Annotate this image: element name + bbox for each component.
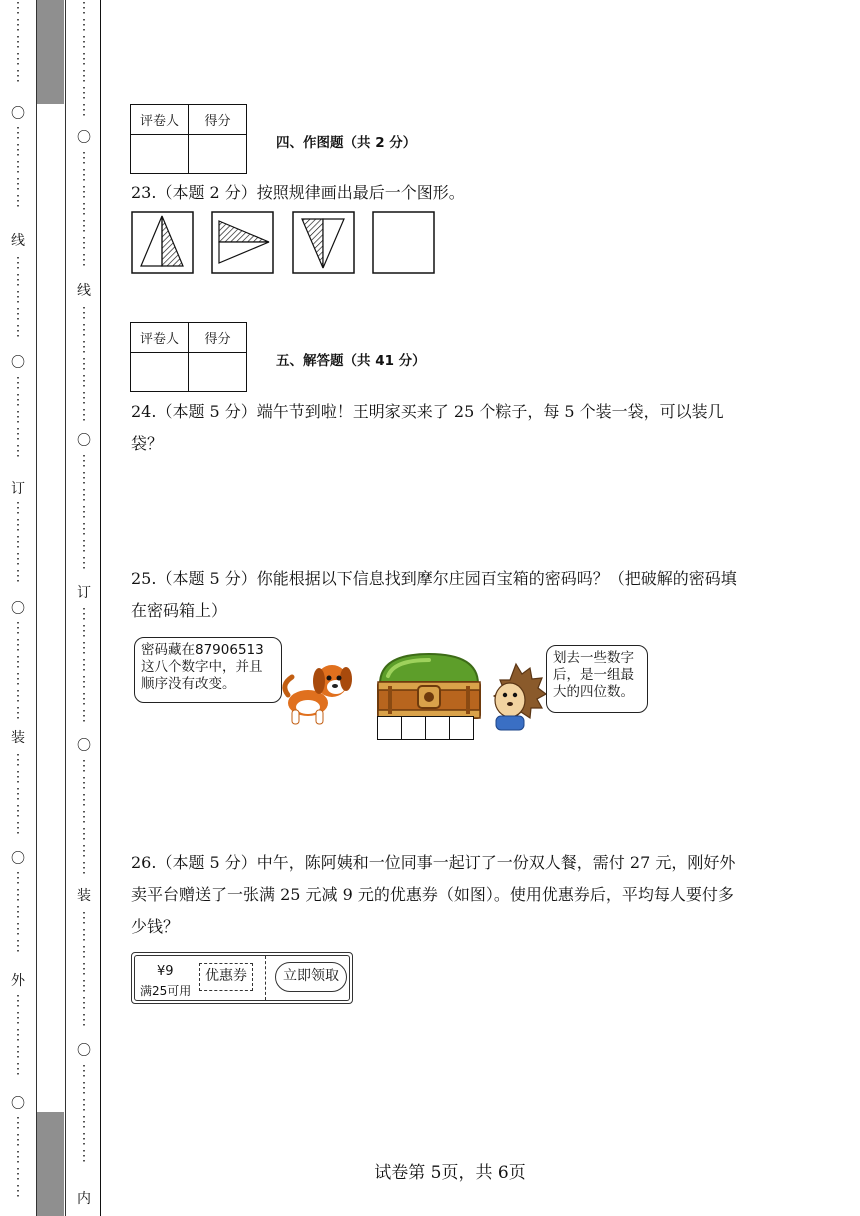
inner-circle-mark: 〇	[77, 130, 91, 146]
outer-circle-mark: 〇	[11, 355, 25, 371]
reviewer-cell[interactable]	[131, 353, 189, 392]
password-digit-box[interactable]	[402, 716, 426, 740]
puppy-illustration	[270, 655, 356, 727]
hedgehog-illustration	[486, 660, 548, 734]
score-cell[interactable]	[189, 353, 247, 392]
pattern-figure-2	[212, 212, 273, 273]
inner-bind-mark: 订	[77, 585, 91, 601]
password-digit-box[interactable]	[377, 716, 402, 740]
outer-dotted-line: ⋮ ⋮ ⋮ ⋮ ⋮	[11, 1115, 25, 1199]
page-footer: 试卷第 5页，共 6页	[374, 1163, 526, 1183]
gray-binding-strip	[36, 0, 66, 1216]
inner-dotted-line: ⋮ ⋮ ⋮ ⋮ ⋮ ⋮	[77, 1063, 91, 1164]
inner-dotted-line: ⋮ ⋮ ⋮ ⋮ ⋮ ⋮ ⋮	[77, 606, 91, 724]
outer-dotted-line: ⋮ ⋮ ⋮ ⋮ ⋮	[11, 255, 25, 339]
score-cell[interactable]	[189, 135, 247, 174]
coupon-amount: ¥9	[157, 964, 174, 979]
inner-circle-mark: 〇	[77, 738, 91, 754]
coupon-name: 优惠券	[199, 963, 253, 991]
inner-dotted-line: ⋮ ⋮ ⋮ ⋮ ⋮ ⋮ ⋮	[77, 305, 91, 423]
password-boxes	[377, 716, 474, 740]
password-digit-box[interactable]	[450, 716, 474, 740]
outer-dotted-line: ⋮ ⋮ ⋮ ⋮ ⋮	[11, 375, 25, 459]
outer-circle-mark: 〇	[11, 106, 25, 122]
inner-line-mark: 线	[77, 283, 91, 299]
reviewer-label: 评卷人	[131, 105, 189, 135]
coupon	[131, 952, 353, 1004]
pattern-figure-3	[293, 212, 354, 273]
score-table-section4	[130, 104, 247, 174]
inner-pack-mark: 装	[77, 888, 91, 904]
reviewer-label: 评卷人	[131, 323, 189, 353]
inner-dotted-line: ⋮ ⋮ ⋮ ⋮ ⋮ ⋮ ⋮	[77, 150, 91, 268]
outer-dotted-line: ⋮ ⋮ ⋮ ⋮ ⋮	[11, 500, 25, 584]
outer-dotted-line: ⋮ ⋮ ⋮ ⋮ ⋮	[11, 752, 25, 836]
speech-bubble-left: 密码藏在87906513这八个数字中，并且顺序没有改变。	[134, 637, 282, 703]
section5-title: 五、解答题（共 41 分）	[276, 353, 426, 369]
score-table-section5	[130, 322, 247, 392]
outer-circle-mark: 〇	[11, 851, 25, 867]
reviewer-cell[interactable]	[131, 135, 189, 174]
score-label: 得分	[189, 105, 247, 135]
outer-dotted-line: ⋮ ⋮ ⋮ ⋮ ⋮	[11, 0, 25, 84]
outer-dotted-line: ⋮ ⋮ ⋮ ⋮ ⋮	[11, 993, 25, 1077]
outer-dotted-line: ⋮ ⋮ ⋮ ⋮ ⋮	[11, 870, 25, 954]
section4-title: 四、作图题（共 2 分）	[276, 135, 417, 151]
inner-inside-mark: 内	[77, 1191, 91, 1207]
pattern-figures	[131, 211, 437, 275]
inner-dotted-line: ⋮ ⋮ ⋮ ⋮ ⋮ ⋮ ⋮	[77, 910, 91, 1028]
inner-circle-mark: 〇	[77, 433, 91, 449]
question-25: 25.（本题 5 分）你能根据以下信息找到摩尔庄园百宝箱的密码吗？（把破解的密码填在密码箱上）	[131, 569, 737, 620]
inner-dotted-line: ⋮ ⋮ ⋮ ⋮ ⋮ ⋮ ⋮	[77, 0, 91, 118]
outer-dotted-line: ⋮ ⋮ ⋮ ⋮ ⋮ ⋮	[11, 620, 25, 721]
outer-pack-mark: 装	[11, 730, 25, 746]
pattern-figure-1	[132, 212, 193, 273]
outer-circle-mark: 〇	[11, 601, 25, 617]
outer-circle-mark: 〇	[11, 1096, 25, 1112]
inner-circle-mark: 〇	[77, 1043, 91, 1059]
question-26: 26.（本题 5 分）中午，陈阿姨和一位同事一起订了一份双人餐，需付 27 元，刚好外卖平台赠送了一张满 25 元减 9 元的优惠券（如图）。使用优惠券后，平均每人要付多少钱？	[131, 853, 736, 936]
speech-bubble-right: 划去一些数字后，是一组最大的四位数。	[546, 645, 648, 713]
gray-block-top	[37, 0, 64, 104]
pattern-answer-box	[373, 212, 434, 273]
question-24: 24.（本题 5 分）端午节到啦！王明家买来了 25 个粽子，每 5 个装一袋，可以装几袋？	[131, 402, 724, 453]
coupon-condition: 满25可用	[140, 984, 192, 998]
score-label: 得分	[189, 323, 247, 353]
outer-out-mark: 外	[11, 973, 25, 989]
question-23: 23.（本题 2 分）按照规律画出最后一个图形。	[131, 183, 465, 202]
outer-dotted-line: ⋮ ⋮ ⋮ ⋮ ⋮	[11, 125, 25, 209]
outer-bind-mark: 订	[11, 481, 25, 497]
inner-dotted-line: ⋮ ⋮ ⋮ ⋮ ⋮ ⋮ ⋮	[77, 758, 91, 876]
coupon-divider	[265, 956, 266, 1000]
outer-line-mark: 线	[11, 233, 25, 249]
inner-dotted-line: ⋮ ⋮ ⋮ ⋮ ⋮ ⋮ ⋮	[77, 453, 91, 571]
password-digit-box[interactable]	[426, 716, 450, 740]
coupon-claim-button[interactable]: 立即领取	[275, 962, 347, 992]
